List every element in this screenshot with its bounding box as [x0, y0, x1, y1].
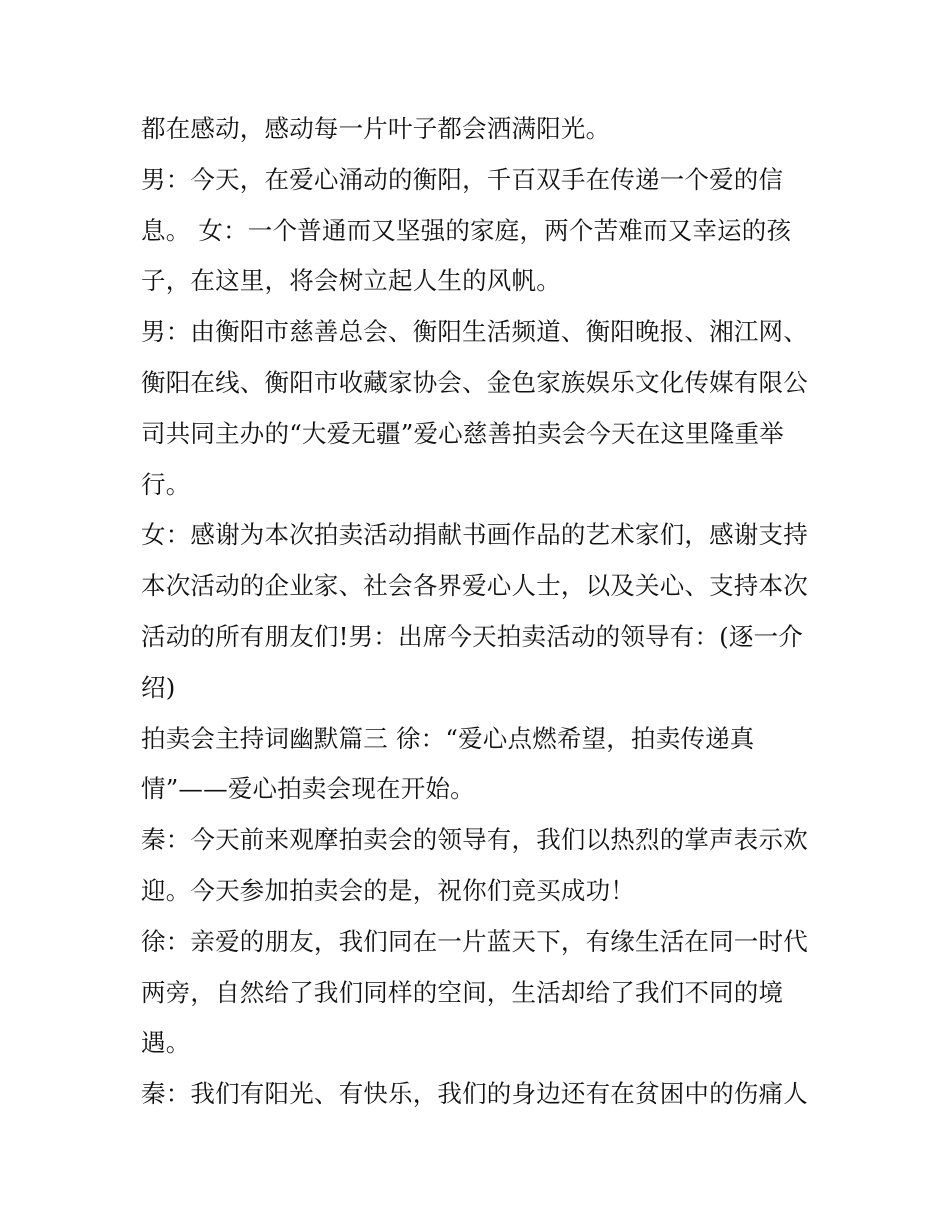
text-line: 本次活动的企业家、社会各界爱心人士，以及关心、支持本次: [141, 571, 808, 601]
text-line: 男：由衡阳市慈善总会、衡阳生活频道、衡阳晚报、湘江网、: [141, 317, 808, 347]
text-line: 都在感动，感动每一片叶子都会洒满阳光。: [141, 114, 611, 143]
text-line: 迎。今天参加拍卖会的是，祝你们竞买成功！: [141, 875, 635, 905]
text-line: 男：今天，在爱心涌动的衡阳，千百双手在传递一个爱的信: [141, 164, 784, 194]
body-text: [141, 104, 816, 1120]
text-line: 情”——爱心拍卖会现在开始。: [141, 774, 475, 804]
text-line: 秦：今天前来观摩拍卖会的领导有，我们以热烈的掌声表示欢: [141, 825, 808, 855]
text-line: 活动的所有朋友们!男：出席今天拍卖活动的领导有：(逐一介: [141, 621, 804, 651]
text-line: 遇。: [141, 1028, 191, 1058]
text-line: 司共同主办的“大爱无疆”爱心慈善拍卖会今天在这里隆重举: [141, 418, 784, 448]
text-line: 秦：我们有阳光、有快乐，我们的身边还有在贫困中的伤痛人: [141, 1079, 808, 1109]
text-line: 拍卖会主持词幽默篇三 徐：“爱心点燃希望，拍卖传递真: [141, 723, 755, 753]
text-line: 徐：亲爱的朋友，我们同在一片蓝天下，有缘生活在同一时代: [141, 926, 808, 956]
text-line: 衡阳在线、衡阳市收藏家协会、金色家族娱乐文化传媒有限公: [141, 367, 808, 397]
text-line: 行。: [141, 469, 191, 499]
text-line: 两旁，自然给了我们同样的空间，生活却给了我们不同的境: [141, 977, 784, 1007]
text-line: 绍): [141, 672, 176, 702]
text-line: 息。 女：一个普通而又坚强的家庭，两个苦难而又幸运的孩: [141, 215, 792, 245]
text-line: 子，在这里，将会树立起人生的风帆。: [141, 266, 561, 296]
text-line: 女：感谢为本次拍卖活动捐献书画作品的艺术家们，感谢支持: [141, 520, 808, 550]
